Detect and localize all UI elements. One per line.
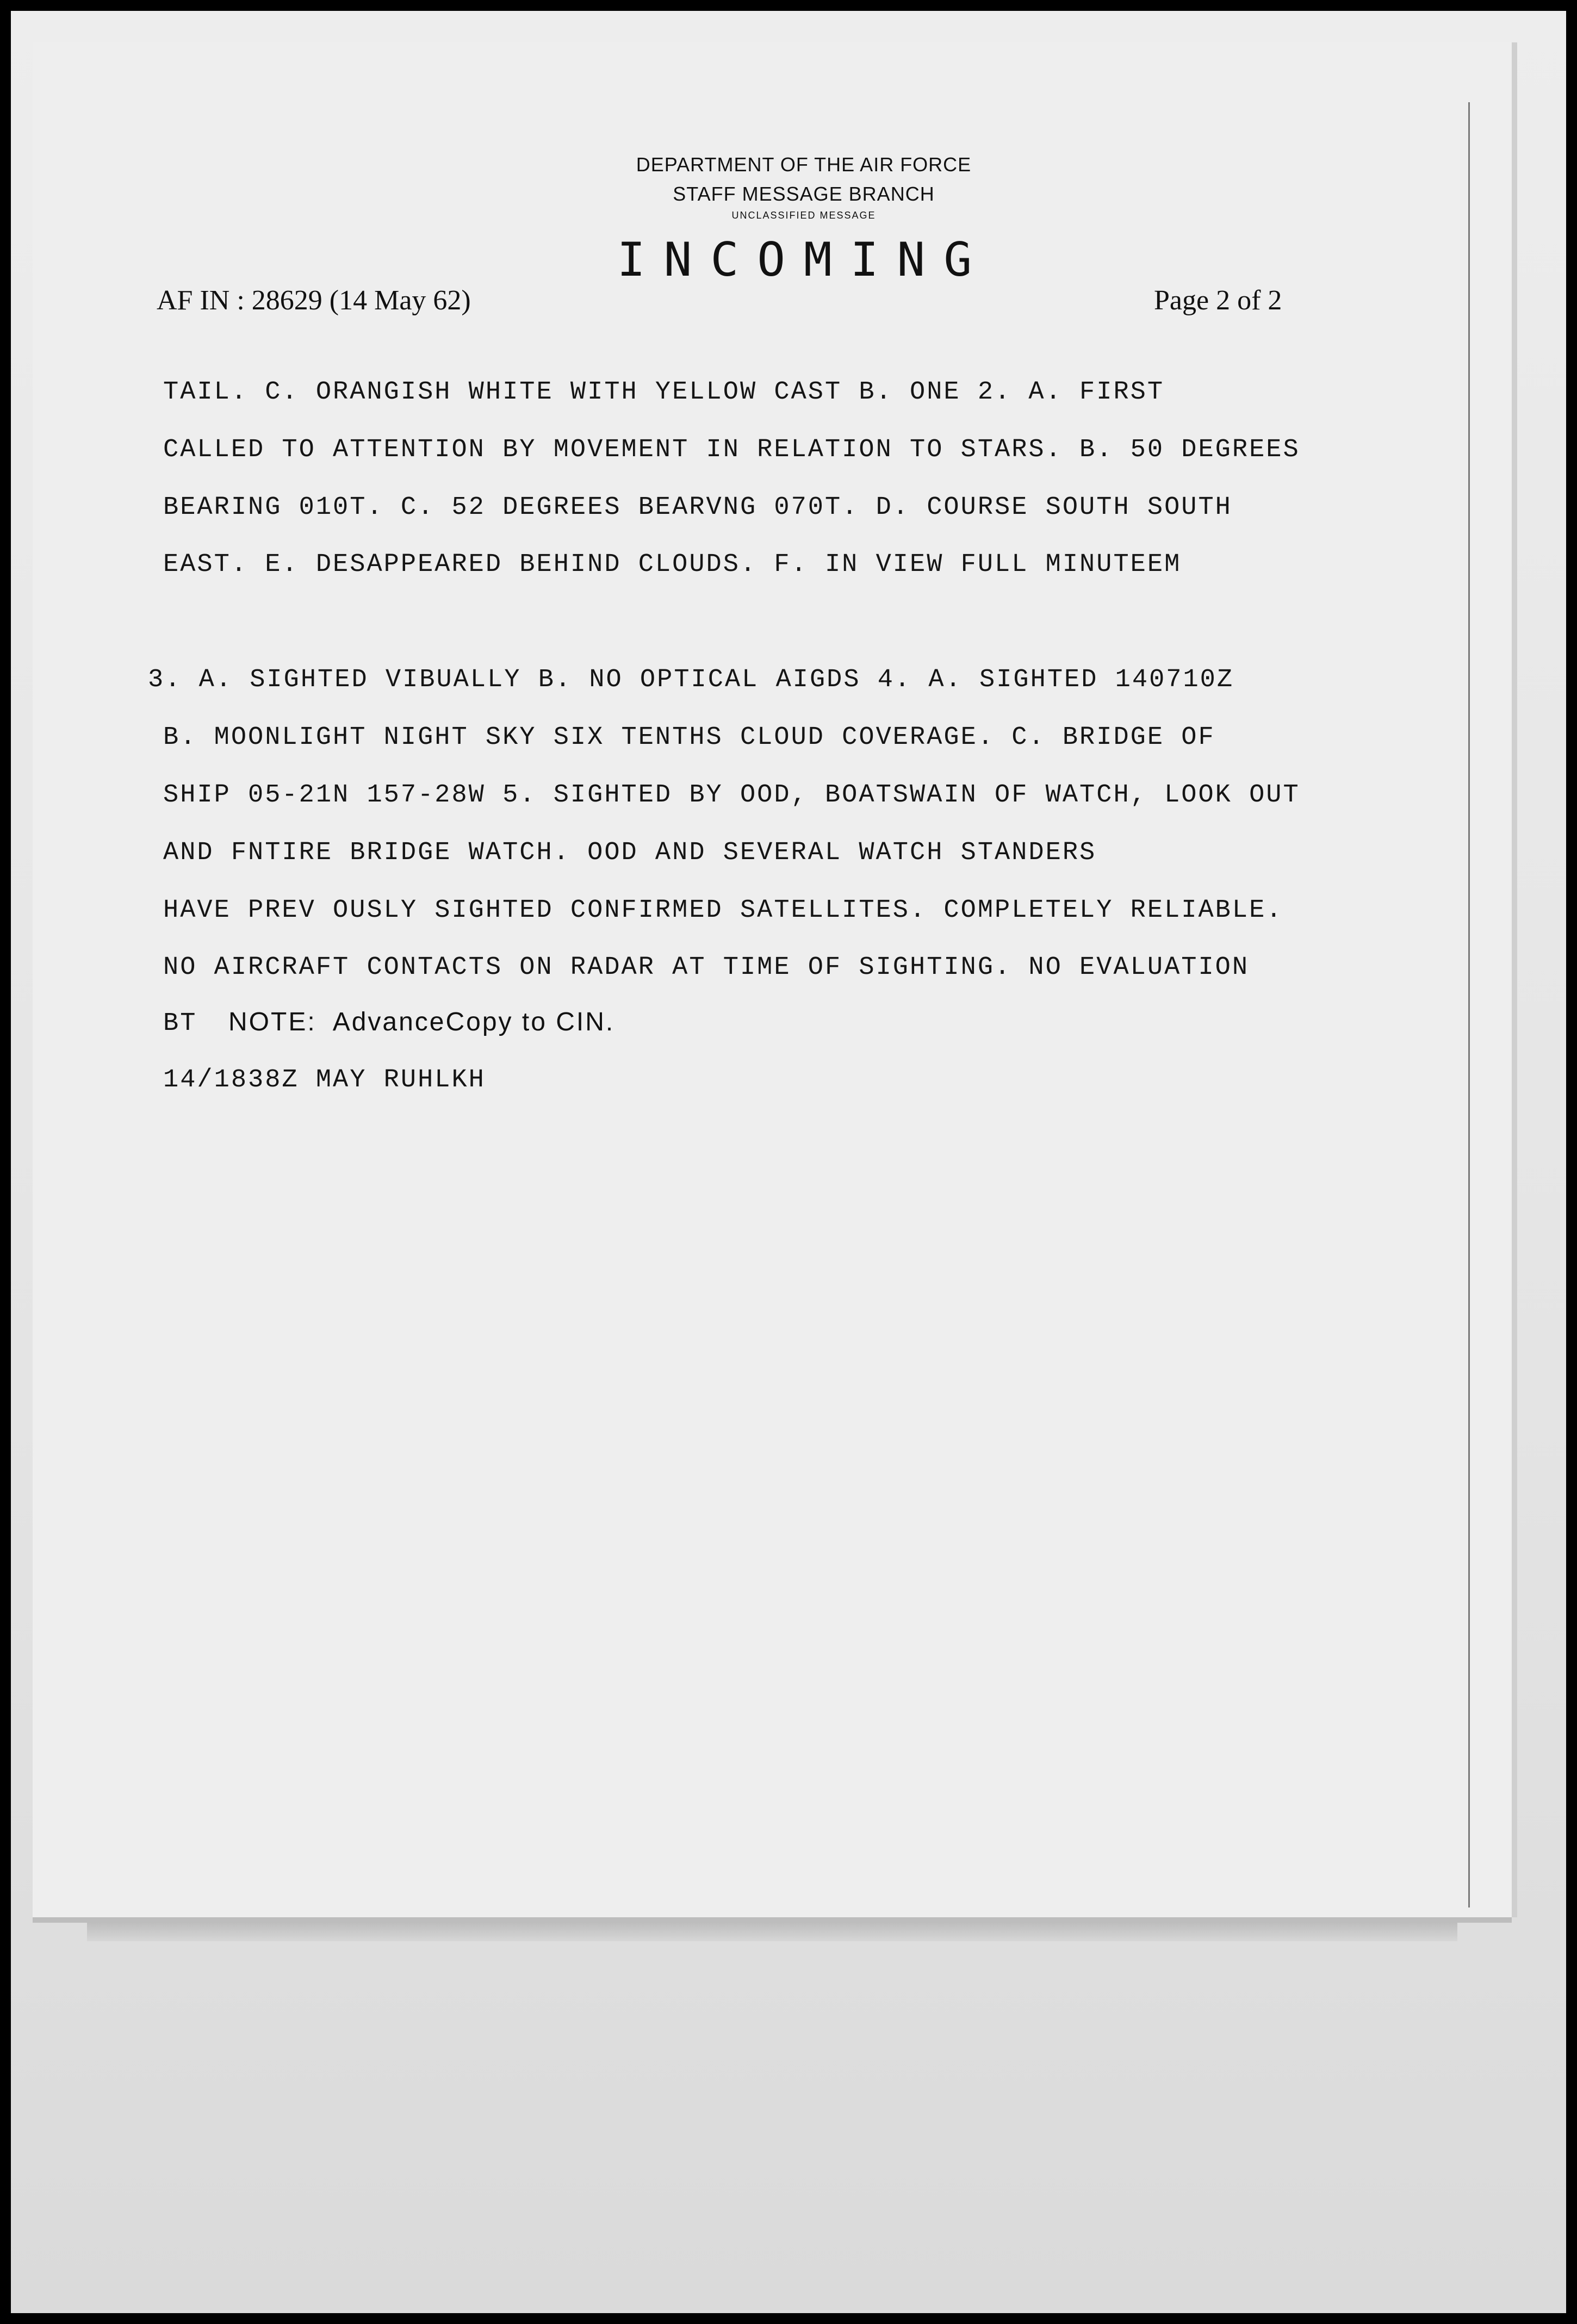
text-line: AND FNTIRE BRIDGE WATCH. OOD AND SEVERAL WATCH STANDERS xyxy=(163,838,1097,867)
text-line: HAVE PREV OUSLY SIGHTED CONFIRMED SATELLITES. COMPLETELY RELIABLE. xyxy=(163,896,1283,925)
incoming-title: INCOMING xyxy=(617,233,991,287)
text-line: CALLED TO ATTENTION BY MOVEMENT IN RELATION TO STARS. B. 50 DEGREES xyxy=(163,436,1300,464)
text-line: EAST. E. DESAPPEARED BEHIND CLOUDS. F. IN VIEW FULL MINUTEEM xyxy=(163,550,1182,579)
department-heading: DEPARTMENT OF THE AIR FORCE xyxy=(636,153,972,176)
text-line: TAIL. C. ORANGISH WHITE WITH YELLOW CAST B. ONE 2. A. FIRST xyxy=(163,378,1165,407)
advance-copy-note: NOTE: AdvanceCopy to CIN. xyxy=(228,1008,615,1036)
text-line: SHIP 05-21N 157-28W 5. SIGHTED BY OOD, BOATSWAIN OF WATCH, LOOK OUT xyxy=(163,781,1300,810)
page-shadow xyxy=(87,1919,1457,1941)
text-line: NO AIRCRAFT CONTACTS ON RADAR AT TIME OF SIGHTING. NO EVALUATION xyxy=(163,953,1250,982)
text-line: BEARING 010T. C. 52 DEGREES BEARVNG 070T. D. COURSE SOUTH SOUTH xyxy=(163,493,1232,522)
date-time-group: 14/1838Z MAY RUHLKH xyxy=(163,1066,486,1095)
branch-heading: STAFF MESSAGE BRANCH xyxy=(673,183,935,205)
message-sheet xyxy=(33,42,1512,1917)
margin-rule xyxy=(1468,102,1470,1907)
text-line: B. MOONLIGHT NIGHT SKY SIX TENTHS CLOUD COVERAGE. C. BRIDGE OF xyxy=(163,723,1215,752)
af-in-reference: AF IN : 28629 (14 May 62) xyxy=(157,285,471,316)
text-line: 3. A. SIGHTED VIBUALLY B. NO OPTICAL AIGDS 4. A. SIGHTED 140710Z xyxy=(148,666,1234,694)
bt-marker: BT xyxy=(163,1009,197,1038)
classification-label: UNCLASSIFIED MESSAGE xyxy=(731,210,876,221)
page-number: Page 2 of 2 xyxy=(1154,285,1282,316)
